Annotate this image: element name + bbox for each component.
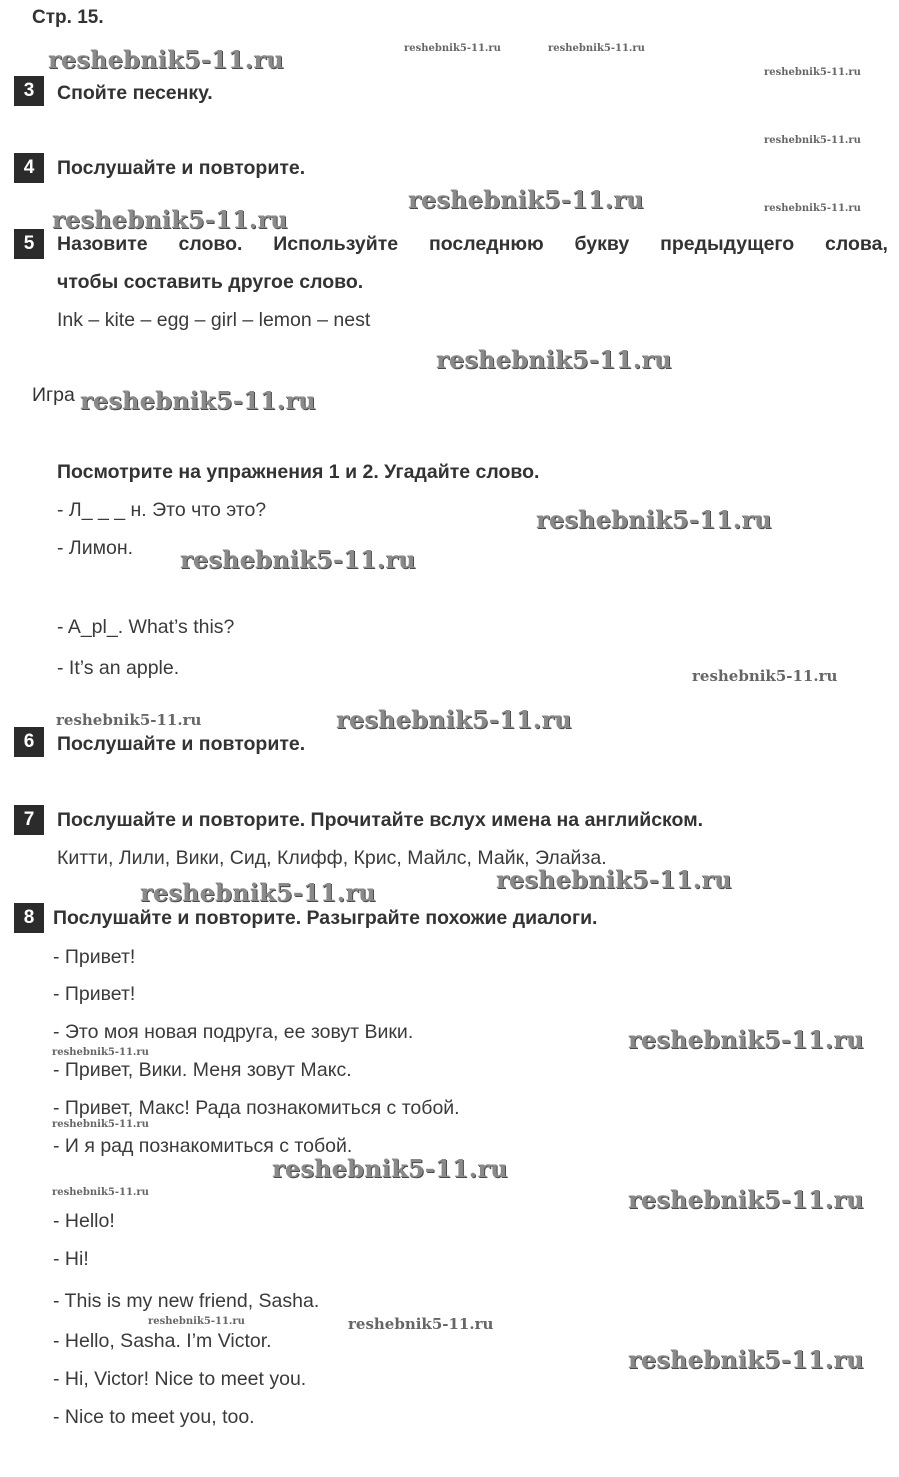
watermark: reshebnik5-11.ru xyxy=(404,43,501,54)
page-label: Стр. 15. xyxy=(32,7,104,28)
dialog-line-en: - Hi, Victor! Nice to meet you. xyxy=(53,1368,307,1390)
exercise-number-7: 7 xyxy=(14,805,44,835)
exercise-number-8: 8 xyxy=(14,903,44,933)
exercise-4-title: Послушайте и повторите. xyxy=(57,157,306,179)
watermark: reshebnik5-11.ru xyxy=(52,1119,149,1130)
watermark: reshebnik5-11.ru xyxy=(52,205,288,234)
game-label: Игра xyxy=(32,384,75,406)
game-line: - Лимон. xyxy=(57,537,134,559)
exercise-number-4: 4 xyxy=(14,153,44,183)
watermark: reshebnik5-11.ru xyxy=(348,1315,494,1333)
watermark: reshebnik5-11.ru xyxy=(764,135,861,146)
dialog-line-ru: - Привет! xyxy=(53,983,136,1005)
watermark: reshebnik5-11.ru xyxy=(272,1154,508,1183)
game-line: - A_pl_. What’s this? xyxy=(57,616,235,638)
watermark: reshebnik5-11.ru xyxy=(336,705,572,734)
watermark: reshebnik5-11.ru xyxy=(436,345,672,374)
exercise-7-title: Послушайте и повторите. Прочитайте вслух имена на английском. xyxy=(57,809,704,831)
dialog-line-ru: - И я рад познакомиться с тобой. xyxy=(53,1135,353,1157)
game-line: - Л_ _ _ н. Это что это? xyxy=(57,499,267,521)
watermark: reshebnik5-11.ru xyxy=(764,203,861,214)
dialog-line-ru: - Привет, Вики. Меня зовут Макс. xyxy=(53,1059,352,1081)
watermark: reshebnik5-11.ru xyxy=(56,711,202,729)
watermark: reshebnik5-11.ru xyxy=(548,43,645,54)
exercise-3-title: Спойте песенку. xyxy=(57,82,213,104)
title-word: букву xyxy=(574,233,630,255)
watermark: reshebnik5-11.ru xyxy=(496,865,732,894)
watermark: reshebnik5-11.ru xyxy=(140,878,376,907)
title-word: последнюю xyxy=(428,233,544,255)
game-title: Посмотрите на упражнения 1 и 2. Угадайте слово. xyxy=(57,461,540,483)
exercise-6-title: Послушайте и повторите. xyxy=(57,733,306,755)
title-word: слово. xyxy=(178,233,243,255)
title-word: Используйте xyxy=(273,233,399,255)
exercise-5-title-line1 xyxy=(57,233,888,256)
game-line: - It’s an apple. xyxy=(57,657,180,679)
watermark: reshebnik5-11.ru xyxy=(692,667,838,685)
watermark: reshebnik5-11.ru xyxy=(536,505,772,534)
watermark: reshebnik5-11.ru xyxy=(628,1345,864,1374)
exercise-number-5: 5 xyxy=(14,229,44,259)
dialog-line-en: - Nice to meet you, too. xyxy=(53,1406,255,1428)
watermark: reshebnik5-11.ru xyxy=(408,185,644,214)
title-word: предыдущего xyxy=(660,233,795,255)
exercise-5-example: Ink – kite – egg – girl – lemon – nest xyxy=(57,309,371,331)
exercise-8-title: Послушайте и повторите. Разыграйте похожие диалоги. xyxy=(53,907,598,929)
exercise-number-3: 3 xyxy=(14,76,44,106)
title-word: Назовите xyxy=(57,233,148,255)
dialog-line-en: - This is my new friend, Sasha. xyxy=(53,1290,320,1312)
dialog-line-en: - Hello, Sasha. I’m Victor. xyxy=(53,1330,272,1352)
dialog-line-ru: - Это моя новая подруга, ее зовут Вики. xyxy=(53,1021,414,1043)
watermark: reshebnik5-11.ru xyxy=(764,67,861,78)
exercise-number-6: 6 xyxy=(14,727,44,757)
watermark: reshebnik5-11.ru xyxy=(48,45,284,74)
title-word: слова, xyxy=(825,233,888,255)
watermark: reshebnik5-11.ru xyxy=(52,1047,149,1058)
exercise-5-title-line2: чтобы составить другое слово. xyxy=(57,271,364,293)
watermark: reshebnik5-11.ru xyxy=(628,1185,864,1214)
watermark: reshebnik5-11.ru xyxy=(80,386,316,415)
dialog-line-ru: - Привет, Макс! Рада познакомиться с тобой. xyxy=(53,1097,460,1119)
watermark: reshebnik5-11.ru xyxy=(180,545,416,574)
watermark: reshebnik5-11.ru xyxy=(628,1025,864,1054)
dialog-line-en: - Hello! xyxy=(53,1210,115,1232)
dialog-line-en: - Hi! xyxy=(53,1248,89,1270)
watermark: reshebnik5-11.ru xyxy=(52,1187,149,1198)
dialog-line-ru: - Привет! xyxy=(53,946,136,968)
exercise-7-names: Китти, Лили, Вики, Сид, Клифф, Крис, Майлс, Майк, Элайза. xyxy=(57,847,607,869)
watermark: reshebnik5-11.ru xyxy=(148,1316,245,1327)
